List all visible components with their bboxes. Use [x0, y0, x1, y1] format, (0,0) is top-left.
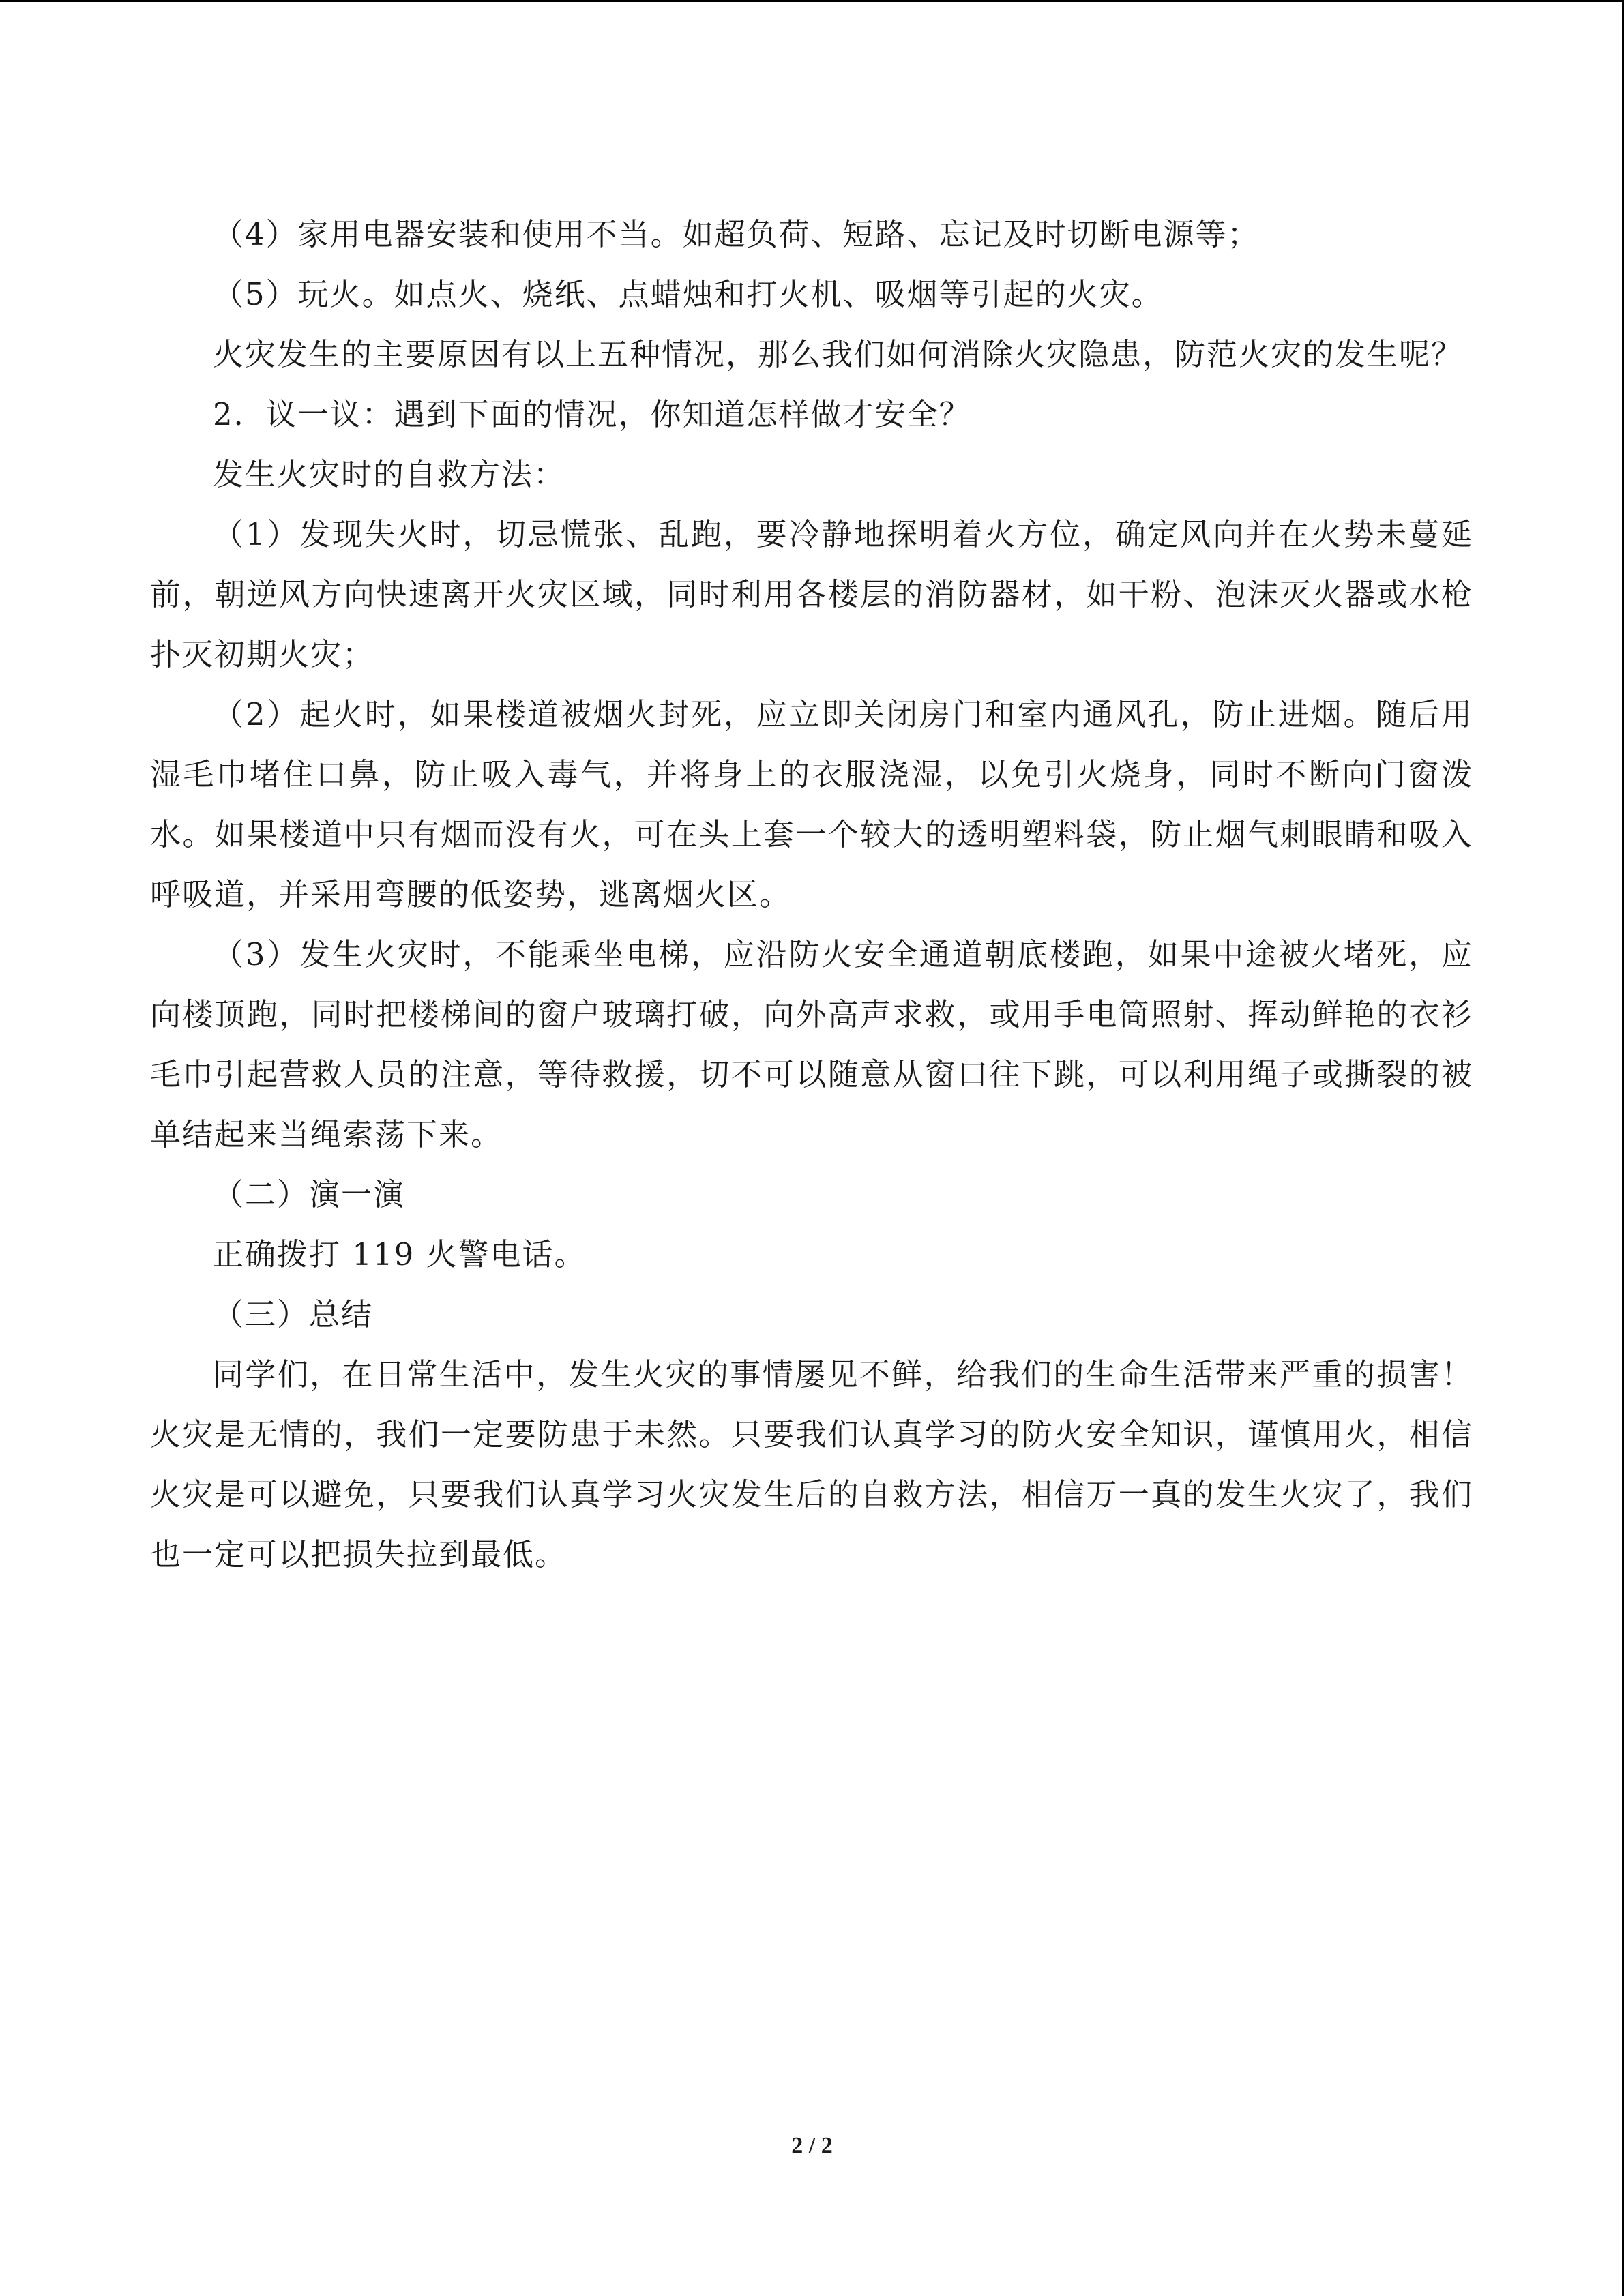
page-number: 2 / 2 [791, 2133, 833, 2158]
section-heading-act: （二）演一演 [213, 1176, 406, 1212]
paragraph-call-119: 正确拨打 119 火警电话。 [213, 1236, 587, 1272]
paragraph-rescue-1: （1）发现失火时，切忌慌张、乱跑，要冷静地探明着火方位，确定风向并在火势未蔓延前，朝逆风方向快速离开火灾区域，同时利用各楼层的消防器材，如干粉、泡沫灭火器或水枪扑灭初期火灾； [150, 516, 1473, 672]
paragraph-causes-summary: 火灾发生的主要原因有以上五种情况，那么我们如何消除火灾隐患，防范火灾的发生呢？ [213, 336, 1464, 372]
paragraph-summary: 同学们，在日常生活中，发生火灾的事情屡见不鲜，给我们的生命生活带来严重的损害！火灾是无情的，我们一定要防患于未然。只要我们认真学习的防火安全知识，谨慎用火，相信火灾是可以避免，只要我们认真学习火灾发生后的自救方法，相信万一真的发生火灾了，我们也一定可以把损失拉到最低。 [150, 1356, 1473, 1572]
paragraph-cause-5: （5）玩火。如点火、烧纸、点蜡烛和打火机、吸烟等引起的火灾。 [213, 276, 1164, 312]
paragraph-rescue-2: （2）起火时，如果楼道被烟火封死，应立即关闭房门和室内通风孔，防止进烟。随后用湿毛巾堵住口鼻，防止吸入毒气，并将身上的衣服浇湿，以免引火烧身，同时不断向门窗泼水。如果楼道中只有烟而没有火，可在头上套一个较大的透明塑料袋，防止烟气刺眼睛和吸入呼吸道，并采用弯腰的低姿势，逃离烟火区。 [150, 696, 1473, 912]
paragraph-discussion-heading: 2．议一议：遇到下面的情况，你知道怎样做才安全？ [213, 396, 971, 432]
paragraph-cause-4: （4）家用电器安装和使用不当。如超负荷、短路、忘记及时切断电源等； [213, 216, 1260, 252]
document-body [150, 205, 1473, 1585]
paragraph-rescue-3: （3）发生火灾时，不能乘坐电梯，应沿防火安全通道朝底楼跑，如果中途被火堵死，应向楼顶跑，同时把楼梯间的窗户玻璃打破，向外高声求救，或用手电筒照射、挥动鲜艳的衣衫毛巾引起营救人员的注意，等待救援，切不可以随意从窗口往下跳，可以利用绳子或撕裂的被单结起来当绳索荡下来。 [150, 936, 1473, 1152]
section-heading-summary: （三）总结 [213, 1296, 374, 1332]
paragraph-self-rescue-heading: 发生火灾时的自救方法： [213, 456, 566, 492]
